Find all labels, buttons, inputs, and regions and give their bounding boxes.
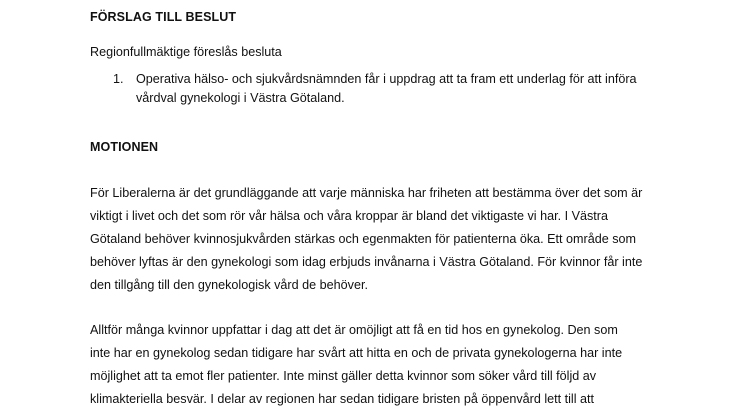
list-item-number: 1.	[113, 72, 124, 86]
paragraph-line: viktigt i livet och det som rör vår hälsa och våra kroppar är bland det viktigaste vi har. I Västra	[90, 209, 608, 223]
paragraph-line: möjlighet att ta emot fler patienter. Inte minst gäller detta kvinnor som söker vård till följd av	[90, 369, 597, 383]
section-heading-motionen: MOTIONEN	[90, 140, 159, 154]
paragraph-line: behöver lyftas är den gynekologi som idag erbjuds invånarna i Västra Götaland. För kvinnor får inte	[90, 255, 643, 269]
paragraph-line: Alltför många kvinnor uppfattar i dag att det är omöjligt att få en tid hos en gynekolog. Den som	[90, 323, 618, 337]
list-item-line: Operativa hälso- och sjukvårdsnämnden får i uppdrag att ta fram ett underlag för att införa	[136, 72, 637, 86]
paragraph-line: För Liberalerna är det grundläggande att varje människa har friheten att bestämma över det som är	[90, 186, 643, 200]
paragraph-line: Götaland behöver kvinnosjukvården stärkas och egenmakten för patienterna öka. Ett område som	[90, 232, 637, 246]
paragraph-line: den tillgång till den gynekologisk vård de behöver.	[90, 278, 368, 292]
list-item-line: vårdval gynekologi i Västra Götaland.	[136, 91, 345, 105]
paragraph-line: klimakteriella besvär. I delar av regionen har sedan tidigare bristen på öppenvård lett till att	[90, 392, 595, 406]
section-heading-forslag: FÖRSLAG TILL BESLUT	[90, 10, 237, 24]
intro-text: Regionfullmäktige föreslås besluta	[90, 45, 282, 59]
paragraph-line: inte har en gynekolog sedan tidigare har svårt att hitta en och de privata gynekologerna har inte	[90, 346, 623, 360]
